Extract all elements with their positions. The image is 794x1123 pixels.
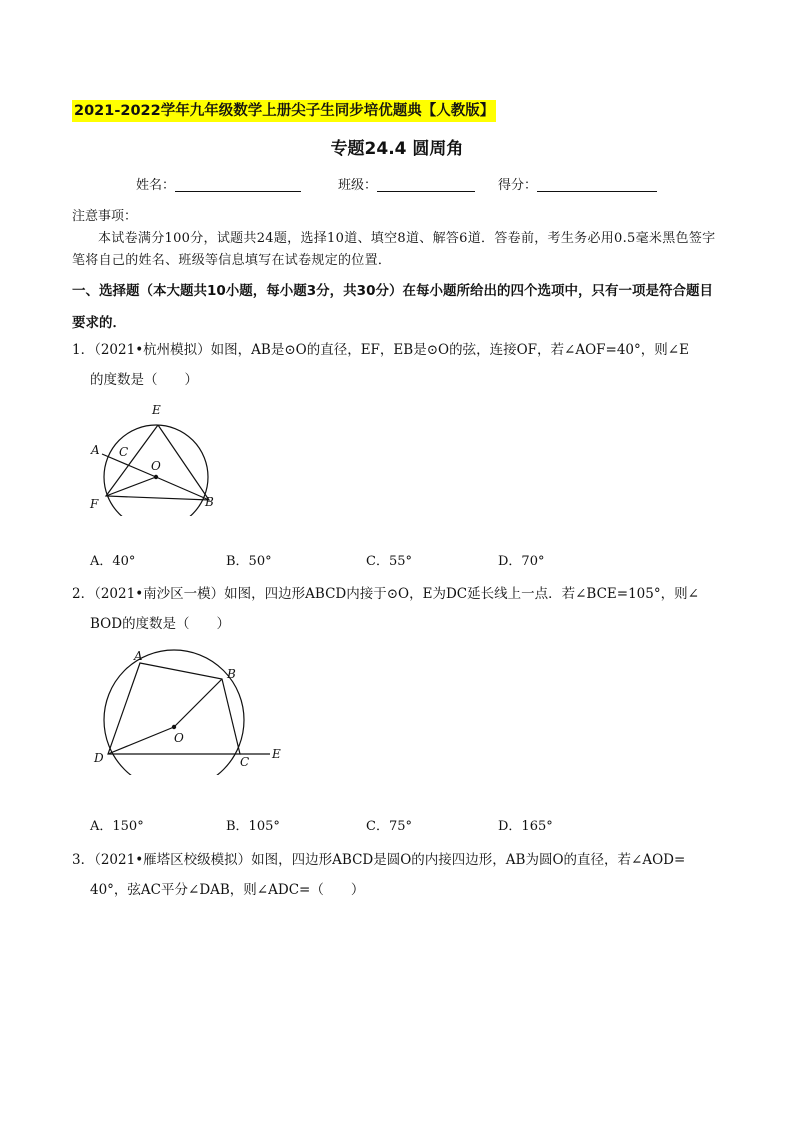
q1-option-b[interactable]: B．50° — [226, 554, 272, 569]
score-label: 得分： — [498, 178, 538, 193]
label-b: B — [227, 667, 236, 681]
q1-option-a[interactable]: A．40° — [90, 554, 136, 569]
class-blank — [377, 177, 475, 192]
score-blank — [537, 177, 657, 192]
question-3 — [72, 845, 724, 905]
question-3-line1: 3．（2021•雁塔区校级模拟）如图，四边形ABCD是圆O的内接四边形，AB为圆O的直径，若∠AOD= — [72, 852, 686, 868]
name-label: 姓名： — [136, 178, 176, 193]
notes-body: 本试卷满分100分，试题共24题，选择10道、填空8道、解答6道．答卷前，考生务必用0.5毫米黑色签字笔将自己的姓名、班级等信息填写在试卷规定的位置． — [72, 231, 716, 268]
label-c: C — [240, 755, 250, 769]
question-1-line2: 的度数是（ ） — [90, 372, 198, 388]
q2-option-b[interactable]: B．105° — [226, 819, 280, 834]
q1-option-d[interactable]: D．70° — [498, 554, 545, 569]
label-c: C — [119, 445, 129, 459]
section-heading: 一、选择题（本大题共10小题，每小题3分，共30分）在每小题所给出的四个选项中，只有一项是符合题目要求的． — [72, 283, 713, 331]
segment-do — [108, 727, 174, 754]
class-label: 班级： — [338, 178, 378, 193]
q2-option-c[interactable]: C．75° — [366, 819, 412, 834]
name-field-row — [136, 177, 301, 194]
question-1-figure — [84, 398, 230, 516]
circle-o — [104, 650, 244, 775]
score-field-row — [498, 177, 657, 194]
center-dot — [172, 725, 176, 729]
q2-option-a[interactable]: A．150° — [90, 819, 144, 834]
question-2-line1: 2．（2021•南沙区一模）如图，四边形ABCD内接于⊙O，E为DC延长线上一点．若∠BCE=105°，则∠ — [72, 586, 699, 602]
segment-ao — [102, 454, 156, 477]
series-banner: 2021-2022学年九年级数学上册尖子生同步培优题典【人教版】 — [72, 100, 496, 122]
label-e: E — [152, 403, 161, 417]
label-f: F — [90, 497, 99, 511]
segment-ob — [174, 679, 222, 727]
label-a: A — [134, 649, 143, 663]
notes-title: 注意事项： — [72, 209, 138, 224]
center-dot — [154, 475, 158, 479]
question-3-line2: 40°，弦AC平分∠DAB，则∠ADC=（ ） — [90, 882, 365, 898]
page-title: 专题24.4 圆周角 — [330, 139, 464, 159]
q1-option-c[interactable]: C．55° — [366, 554, 412, 569]
question-2-figure — [88, 645, 288, 775]
question-2 — [72, 579, 724, 639]
class-field-row — [338, 177, 475, 194]
question-2-line2: BOD的度数是（ ） — [90, 616, 231, 632]
question-1-line1: 1．（2021•杭州模拟）如图，AB是⊙O的直径，EF，EB是⊙O的弦，连接OF，若∠AOF=40°，则∠E — [72, 342, 689, 358]
label-b: B — [205, 495, 214, 509]
label-d: D — [94, 751, 104, 765]
label-a: A — [91, 443, 100, 457]
label-e: E — [272, 747, 281, 761]
label-o: O — [174, 731, 184, 745]
name-blank — [175, 177, 301, 192]
q2-option-d[interactable]: D．165° — [498, 819, 553, 834]
label-o: O — [151, 459, 161, 473]
question-1 — [72, 335, 724, 395]
